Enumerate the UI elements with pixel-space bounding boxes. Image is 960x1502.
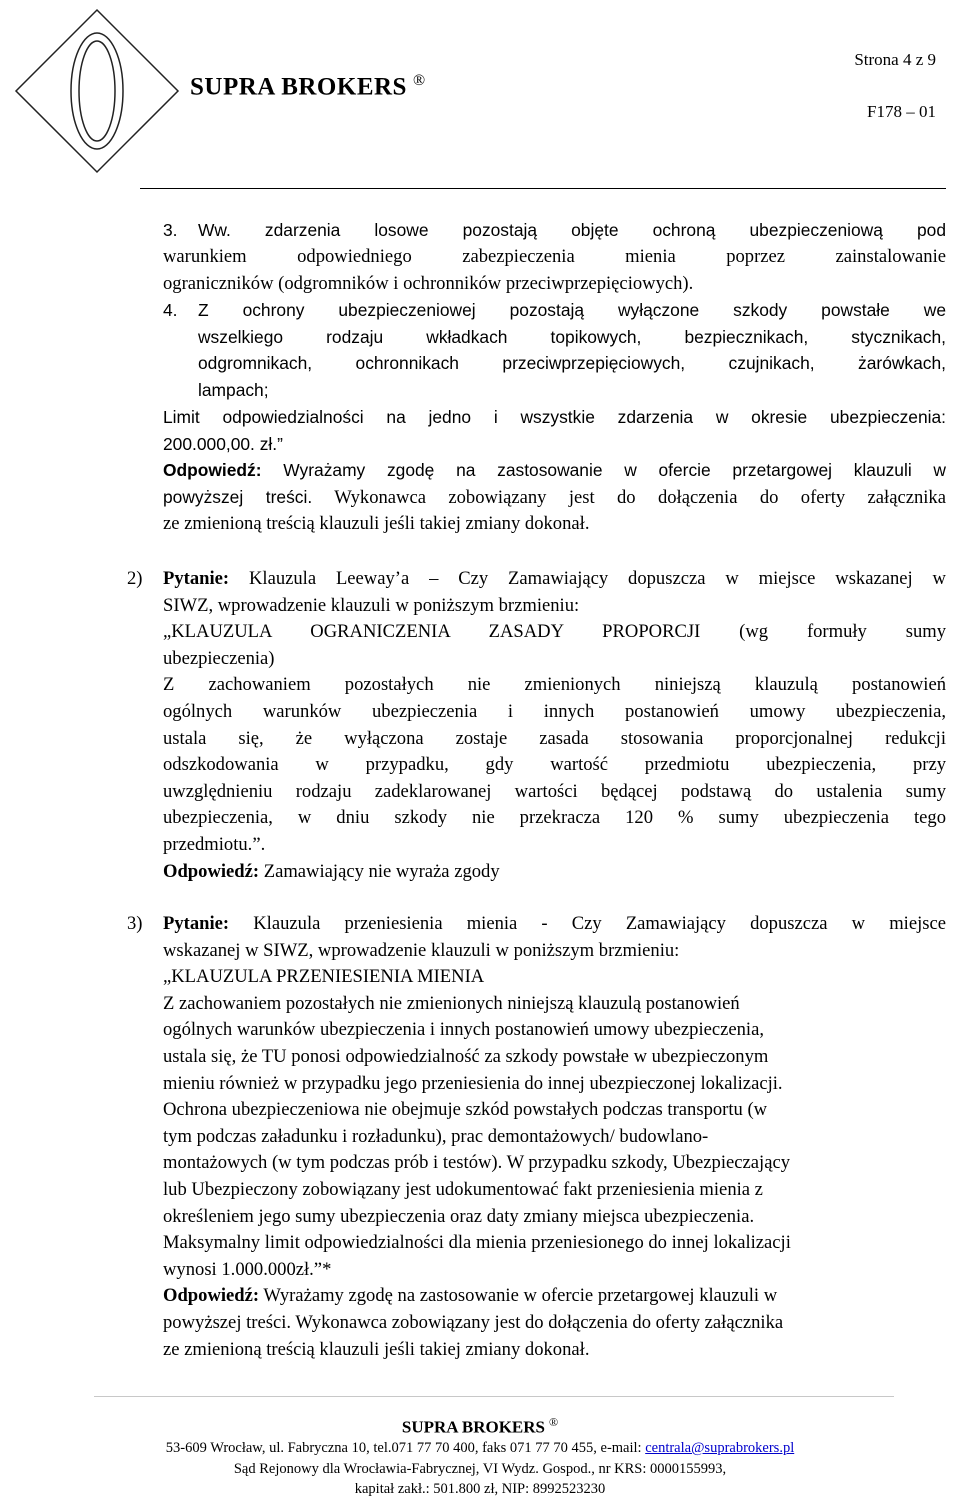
item-4-line: odgromnikach, ochronnikach przeciwprzepięciowych, czujnikach, żarówkach, [198,353,946,374]
question-2 [163,566,946,885]
question-line: ubezpieczenia, w dniu szkody nie przekracza 120 % sumy ubezpieczenia tego [163,807,946,829]
limit-line: Limit odpowiedzialności na jedno i wszystkie zdarzenia w okresie ubezpieczenia: [163,407,946,427]
question-line: lub Ubezpieczony zobowiązany jest udokumentować fakt przeniesienia mienia z [163,1178,763,1200]
question-line: wskazanej w SIWZ, wprowadzenie klauzuli w poniższym brzmieniu: [163,939,680,961]
limit-line: 200.000,00. zł.” [163,433,283,454]
item-3-line: warunkiem odpowiedniego zabezpieczenia mienia poprzez zainstalowanie [163,246,946,267]
answer-text: ze zmienioną treścią klauzuli jeśli takiej zmiany dokonał. [163,513,590,535]
question-line: ogólnych warunków ubezpieczenia i innych postanowień umowy ubezpieczenia, [163,1019,764,1041]
question-line: „KLAUZULA PRZENIESIENIA MIENIA [163,966,485,988]
item-4-line: lampach; [198,379,269,400]
form-code: F178 – 01 [867,102,936,121]
question-line: Z zachowaniem pozostałych nie zmienionych niniejszą klauzulą postanowień [163,992,740,1014]
footer-brand: SUPRA BROKERS ® [401,1415,559,1437]
item-3-line: ograniczników (odgromników i ochronników przeciwprzepięciowych). [163,272,694,294]
question-line: „KLAUZULA OGRANICZENIA ZASADY PROPORCJI (wg formuły sumy [163,621,946,643]
question-line: ubezpieczenia) [163,647,275,669]
answer-label: Odpowiedź: [163,1285,260,1307]
footer-address: 53-609 Wrocław, ul. Fabryczna 10, tel.071 77 70 400, faks 071 77 70 455, e-mail: centrala@suprabrokers.pl [165,1440,795,1456]
header-brand: SUPRA BROKERS ® [190,72,426,101]
question-line: tym podczas załadunku i rozładunku), prac demontażowych/ budowlano- [163,1125,709,1147]
question-line: ogólnych warunków ubezpieczenia i innych postanowień umowy ubezpieczenia, [163,700,946,722]
item-3-number: 3. [163,220,178,240]
question-line: przedmiotu.”. [163,833,266,855]
item-4-line: wszelkiego rodzaju wkładkach topikowych, bezpiecznikach, stycznikach, [198,326,946,347]
question-line: mieniu również w przypadku jego przeniesienia do innej ubezpieczonej lokalizacji. [163,1072,783,1094]
question-label: Pytanie: [163,913,230,934]
footer-court: Sąd Rejonowy dla Wrocławia-Fabrycznej, VI Wydz. Gospod., nr KRS: 0000155993, [233,1461,727,1477]
question-3-number: 3) [127,913,143,934]
limit-text [163,404,946,457]
question-line: uwzględnieniu rodzaju zadeklarowanej wartości będącej podstawą do ustalenia sumy [163,780,946,802]
question-3 [163,911,946,1363]
question-line: montażowych (w tym podczas prób i testów). W przypadku szkody, Ubezpieczający [163,1152,790,1174]
page-number: Strona 4 z 9 [854,50,936,69]
item-3-text [198,217,946,244]
question-label: Pytanie: [163,568,230,589]
answer-text: powyższej treści. [163,486,313,507]
item-4-text [198,297,946,403]
question-line: wynosi 1.000.000zł.”* [163,1258,332,1280]
question-line: określeniem jego sumy ubezpieczenia oraz daty zmiany miejsca ubezpieczenia. [163,1205,755,1227]
header-divider [140,188,946,189]
item-4-line: Z ochrony ubezpieczeniowej pozostają wyłączone szkody powstałe we [198,300,946,320]
item-4-number: 4. [163,300,178,320]
question-line: Z zachowaniem pozostałych nie zmienionych niniejszą klauzulą postanowień [163,674,946,696]
answer-label: Odpowiedź: [163,860,260,882]
company-logo [12,6,182,176]
question-line: SIWZ, wprowadzenie klauzuli w poniższym brzmieniu: [163,594,580,616]
footer-divider [94,1396,894,1397]
answer-text: Wykonawca zobowiązany jest do dołączenia do oferty załącznika [334,486,946,508]
footer-email-link[interactable]: centrala@suprabrokers.pl [645,1440,795,1456]
item-3-line: Ww. zdarzenia losowe pozostają objęte ochroną ubezpieczeniową pod [198,220,946,240]
answer-label: Odpowiedź: [163,460,262,480]
question-line: Ochrona ubezpieczeniowa nie obejmuje szkód powstałych podczas transportu (w [163,1099,768,1121]
answer-line: ze zmienioną treścią klauzuli jeśli takiej zmiany dokonał. [163,1338,590,1360]
question-text: Klauzula Leeway’a – Czy Zamawiający dopuszcza w miejsce wskazanej w [248,568,946,589]
question-line: ustala się, że TU ponosi odpowiedzialność za szkody powstałe w ubezpieczonym [163,1045,769,1067]
footer-capital: kapitał zakł.: 501.800 zł, NIP: 8992523230 [354,1481,606,1497]
question-line: Maksymalny limit odpowiedzialności dla mienia przeniesionego do innej lokalizacji [163,1232,791,1254]
question-2-number: 2) [127,568,143,589]
answer-text: Wyrażamy zgodę na zastosowanie w ofercie przetargowej klauzuli w [283,460,946,480]
answer-text: Wyrażamy zgodę na zastosowanie w ofercie przetargowej klauzuli w [263,1285,778,1307]
question-text: Klauzula przeniesienia mienia - Czy Zamawiający dopuszcza w miejsce [253,913,946,934]
question-line: ustala się, że wyłączona zostaje zasada stosowania proporcjonalnej redukcji [163,727,946,749]
answer-text: Zamawiający nie wyraża zgody [263,860,500,882]
question-line: odszkodowania w przypadku, gdy wartość przedmiotu ubezpieczenia, przy [163,754,946,776]
answer-1 [163,457,946,538]
answer-line: powyższej treści. Wykonawca zobowiązany jest do dołączenia do oferty załącznika [163,1311,784,1333]
item-3-cont [163,244,946,297]
